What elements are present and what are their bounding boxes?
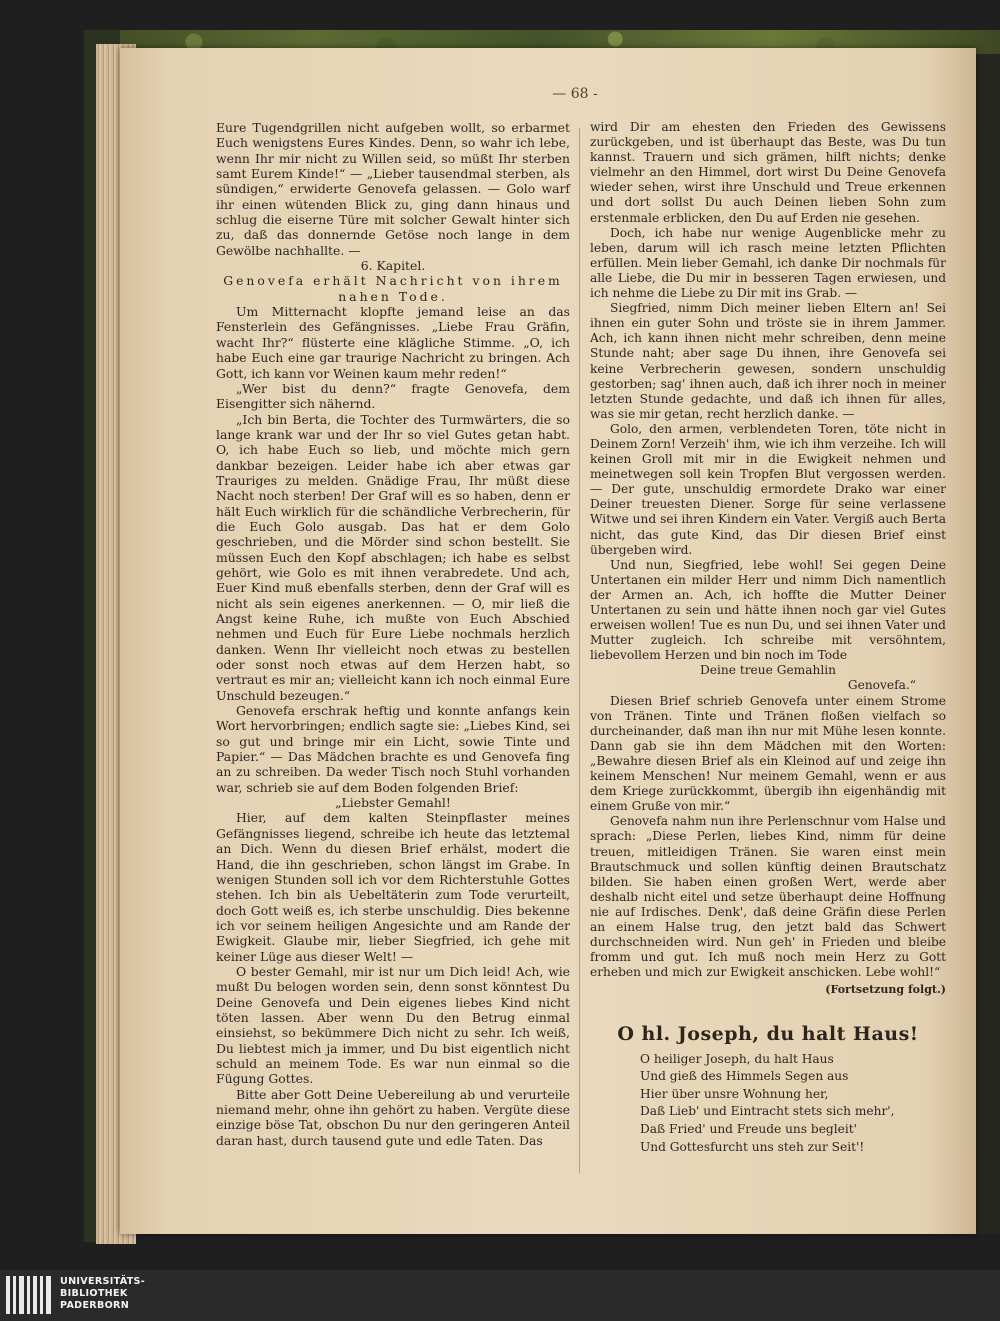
chapter-title: Genovefa erhält Nachricht von ihrem nahen Tode. <box>223 273 563 304</box>
paragraph: Siegfried, nimm Dich meiner lieben Eltern an! Sei ihnen ein guter Sohn und tröste sie in ihrem Jammer. Ach, ich kann ihnen nicht mehr schreiben, denn meine Stunde naht; aber sage Du ihnen, ihre Genovefa sei keine Verbrecherin gewesen, sondern unschuldig gestorben; sag' ihnen auch, daß ich ihrer noch in meiner letzten Stunde gedachte, und daß ich ihnen für alles, was sie mir getan, recht herzlich danke. — <box>590 301 946 421</box>
paragraph: Um Mitternacht klopfte jemand leise an das Fensterlein des Gefängnisses. „Liebe Frau Gräfin, wacht Ihr?“ flüsterte eine klägliche Stimme. „O, ich habe Euch eine gar traurige Nachricht zu bringen. Ach Gott, ich kann vor Weinen kaum mehr reden!“ <box>216 304 570 381</box>
poem-line: Hier über unsre Wohnung her, <box>640 1086 829 1101</box>
paragraph: Doch, ich habe nur wenige Augenblicke mehr zu leben, darum will ich rasch meine letzten Pflichten erfüllen. Mein lieber Gemahl, ich danke Dir nochmals für alle Liebe, die Du mir in besseren Tagen erwiesen, und ich nehme die Liebe zu Dir mit ins Grab. — <box>590 225 946 301</box>
paragraph: Eure Tugendgrillen nicht aufgeben wollt, so erbarmet Euch wenigstens Eures Kindes. Denn, so wahr ich lebe, wenn Ihr mir nicht zu Willen seid, so müßt Ihr sterben samt Eurem Kinde!“ — „Lieber tausendmal sterben, als sündigen,“ erwiderte Genovefa gelassen. — Golo warf ihr einen wütenden Blick zu, ging dann hinaus und schlug die eiserne Türe mit solcher Gewalt hinter sich zu, daß das donnernde Getöse noch lange in dem Gewölbe nachhallte. — <box>216 120 570 258</box>
paragraph: Diesen Brief schrieb Genovefa unter einem Strome von Tränen. Tinte und Tränen floßen vielfach so durcheinander, daß man ihn nur mit Mühe lesen konnte. Dann gab sie ihn dem Mädchen mit den Worten: „Bewahre diesen Brief als ein Kleinod auf und zeige ihn keinem Menschen! Nur meinem Gemahl, wenn er aus dem Kriege zurückkommt, übergib ihn eigenhändig mit einem Gruße von mir.“ <box>590 693 946 814</box>
paragraph: wird Dir am ehesten den Frieden des Gewissens zurückgeben, und ist überhaupt das Beste, was Du tun kannst. Trauern und sich grämen, hilft nichts; denke vielmehr an den Himmel, dort wirst Du Deine Genovefa wieder sehen, wirst ihre Unschuld und Treue erkennen und dort sollst Du auch Deinen lieben Sohn zum erstenmale erblicken, den Du auf Erden nie gesehen. <box>590 120 946 225</box>
book-cover-right <box>972 54 1000 1234</box>
library-name-line: BIBLIOTHEK <box>60 1288 128 1299</box>
chapter-heading: 6. Kapitel. <box>360 258 426 274</box>
library-name-line: UNIVERSITÄTS- <box>60 1276 146 1287</box>
paragraph: Golo, den armen, verblendeten Toren, töte nicht in Deinem Zorn! Verzeih' ihm, wie ich ihm verzeihe. Ich will keinen Groll mit mir in die Ewigkeit nehmen und meinetwegen soll kein Tropfen Blut vergossen werden. — Der gute, unschuldig ermordete Drako war einer Deiner treuesten Diener. Sorge für seine verlassene Witwe und sei ihren Kindern ein Vater. Vergiß auch Berta nicht, das gute Kind, das Dir diesen Brief einst übergeben wird. <box>590 421 946 557</box>
paragraph: „Ich bin Berta, die Tochter des Turmwärters, die so lange krank war und der Ihr so viel Gutes getan habt. O, ich habe Euch so lieb, und möchte mich gern dankbar bezeigen. Leider habe ich aber etwas gar Trauriges zu melden. Gnädige Frau, Ihr müßt diese Nacht noch sterben! Der Graf will es so haben, denn er hält Euch wirklich für die schändliche Verbrecherin, für die Euch Golo ausgab. Das hat er dem Golo geschrieben, und die Mörder sind schon bestellt. Sie müssen Euch den Kopf abschlagen; ich habe es selbst gehört, wie Golo es mit ihnen verabredete. Und ach, Euer Kind muß ebenfalls sterben, denn der Graf will es nicht als sein eigenes anerkennen. — O, mir ließ die Angst keine Ruhe, ich mußte von Euch Abschied nehmen und Euch für Eure Liebe nochmals herzlich danken. Wenn Ihr vielleicht noch etwas zu bestellen oder sonst noch etwas auf dem Herzen habt, so vertraut es mir an; vielleicht kann ich noch einmal Eure Unschuld bezeugen.“ <box>216 411 570 703</box>
page-number: — 68 - <box>552 86 598 102</box>
column-divider <box>579 128 580 1173</box>
paragraph: Genovefa erschrak heftig und konnte anfangs kein Wort hervorbringen; endlich sagte sie: „Liebes Kind, sei so gut und bringe mir ein Licht, sowie Tinte und Papier.“ — Das Mädchen brachte es und Genovefa fing an zu schreiben. Da weder Tisch noch Stuhl vorhanden war, schrieb sie auf dem Boden folgenden Brief: <box>216 703 570 795</box>
paragraph: „Wer bist du denn?“ fragte Genovefa, dem Eisengitter sich nähernd. <box>216 380 570 412</box>
library-name <box>60 1276 145 1312</box>
library-name-line: PADERBORN <box>60 1300 130 1311</box>
continued-note: (Fortsetzung folgt.) <box>825 983 946 997</box>
paragraph: Bitte aber Gott Deine Uebereilung ab und verurteile niemand mehr, ohne ihn gehört zu haben. Vergüte diese einzige böse Tat, obschon Du nur den geringeren Anteil daran hast, durch tausend gute und edle Taten. Das <box>216 1086 570 1148</box>
library-logo-icon <box>6 1276 52 1314</box>
left-column <box>216 120 570 1148</box>
paragraph: Hier, auf dem kalten Steinpflaster meines Gefängnisses liegend, schreibe ich heute das letztemal an Dich. Wenn du diesen Brief erhälst, modert die Hand, die ihn geschrieben, schon längst im Grabe. In wenigen Stunden soll ich vor dem Richterstuhle Gottes stehen. Ich bin als Uebeltäterin zum Tode verurteilt, doch Gott weiß es, ich sterbe unschuldig. Dies bekenne ich vor seinem heiligen Angesichte und am Rande der Ewigkeit. Glaube mir, lieber Siegfried, ich gehe mit keiner Lüge aus dieser Welt! — <box>216 810 570 964</box>
poem-line: Daß Fried' und Freude uns begleit' <box>640 1121 857 1136</box>
letter-closing: Deine treue Gemahlin <box>700 663 836 678</box>
library-footer <box>0 1270 1000 1321</box>
letter-signature: Genovefa.“ <box>847 678 916 693</box>
poem-title: O hl. Joseph, du halt Haus! <box>617 1023 919 1046</box>
letter-salutation: „Liebster Gemahl! <box>335 795 451 811</box>
paragraph: O bester Gemahl, mir ist nur um Dich leid! Ach, wie mußt Du belogen worden sein, denn sonst könntest Du Deine Genovefa und Dein eigenes liebes Kind nicht töten lassen. Aber wenn Du den Betrug einmal einsiehst, so bekümmere Dich nicht zu sehr. Ich weiß, Du liebtest mich ja immer, und Du bist eigentlich nicht schuld an meinem Tode. Es war nun einmal so die Fügung Gottes. <box>216 963 570 1087</box>
paragraph: Und nun, Siegfried, lebe wohl! Sei gegen Deine Untertanen ein milder Herr und nimm Dich namentlich der Armen an. Ach, ich hoffte die Mutter Deiner Untertanen zu sein und hätte ihnen noch gar viel Gutes erweisen wollen! Tue es nun Du, und sei ihnen Vater und Mutter zugleich. Ich schreibe mit versöhntem, liebevollem Herzen und bin noch im Tode <box>590 557 946 663</box>
poem <box>590 1051 946 1157</box>
poem-line: Daß Lieb' und Eintracht stets sich mehr', <box>640 1104 895 1119</box>
paragraph: Genovefa nahm nun ihre Perlenschnur vom Halse und sprach: „Diese Perlen, liebes Kind, nimm für deine treuen, mitleidigen Tränen. Sie waren einst mein Brautschmuck und sollen künftig deinen Brautschatz bilden. Sie haben einen großen Wert, werde aber deshalb nicht eitel und setze überhaupt deine Hoffnung nie auf Irdisches. Denk', daß deine Gräfin diese Perlen an einem Halse trug, den jetzt bald das Schwert durchschneiden wird. Nun geh' in Frieden und bleibe fromm und gut. Ich muß noch mein Herz zu Gott erheben und mich zur Ewigkeit anschicken. Lebe wohl!“ <box>590 814 946 980</box>
poem-line: Und Gottesfurcht uns steh zur Seit'! <box>640 1139 865 1154</box>
right-column <box>590 120 946 1156</box>
poem-line: O heiliger Joseph, du halt Haus <box>640 1051 834 1066</box>
poem-line: Und gieß des Himmels Segen aus <box>640 1069 849 1084</box>
